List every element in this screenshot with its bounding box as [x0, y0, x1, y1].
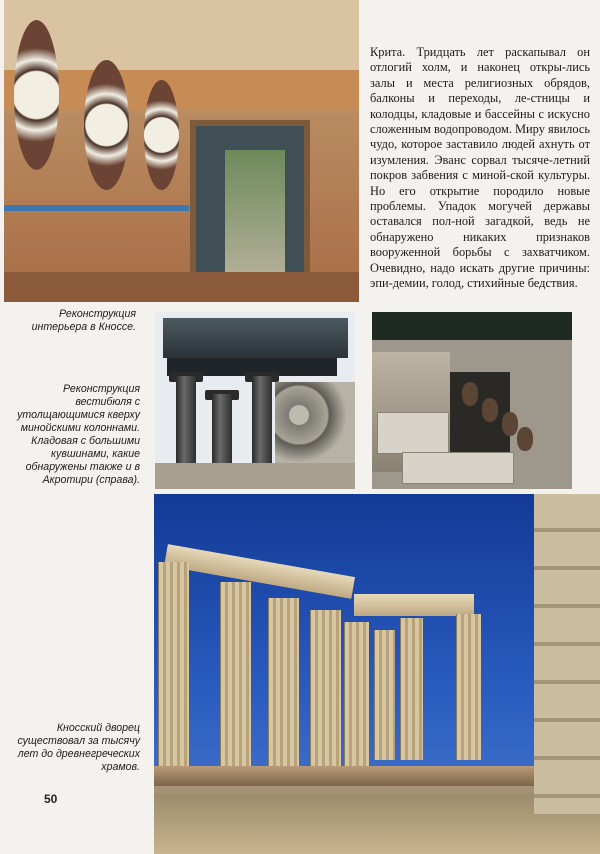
roof-slab [163, 318, 348, 358]
temple-column [220, 582, 251, 766]
foreground-column [534, 494, 600, 814]
ceiling-area [4, 0, 359, 70]
article-text: Крита. Тридцать лет раскапывал он отлогий холм, и наконец откры-лись залы и места религиозных обрядов, балконы и переходы, ле-стницы и колодцы, кладовые и бассейны с искусно сложенным водопроводом. Миру явилось чудо, которое заставило людей ахнуть от изумления. Эванс сорвал тысяче-летний покров забвения с миной-ской культуры. Но его открытие породило новые проблемы. Упадок могучей державы оставался пол-ной загадкой, ведь не обнаружено никаких признаков вооруженной борьбы с захватчиком. Очевидно, надо искать другие причины: эпи-демии, голод, стихийные бедствия. [370, 45, 591, 291]
ground [155, 463, 355, 489]
storage-jar [462, 382, 478, 406]
shield-fresco [144, 80, 179, 190]
blue-band [4, 205, 189, 211]
caption-vestibule: Реконструкция вестибюля с утолщающимися кверху минойскими колоннами. Кладовая с большими кувшинами, какие обнаружены также и в Акротири (справа). [17, 383, 140, 486]
minoan-column [212, 394, 232, 468]
storage-jar [517, 427, 533, 451]
temple-column [400, 618, 423, 760]
doorway [225, 150, 285, 285]
temple-column [374, 630, 395, 760]
storage-jar [482, 398, 498, 422]
minoan-column [176, 376, 196, 468]
background-dark [372, 312, 572, 340]
shield-fresco [14, 20, 59, 170]
shield-fresco [84, 60, 129, 190]
photo-vestibule [155, 312, 355, 489]
photo-greek-temple [154, 494, 600, 854]
temple-column [456, 614, 481, 760]
temple-entablature [354, 594, 474, 616]
temple-column [344, 622, 369, 766]
photo-akrotiri-storeroom [372, 312, 572, 489]
photo-knossos-interior [4, 0, 359, 302]
temple-column [268, 598, 299, 766]
stone-step [402, 452, 514, 484]
caption-palace: Кносский дворец существовал за тысячу лет до древнегреческих храмов. [17, 722, 140, 773]
page-number: 50 [44, 792, 58, 806]
temple-column [310, 610, 341, 766]
temple-column [158, 562, 189, 766]
floor [4, 272, 359, 302]
storage-jar [502, 412, 518, 436]
temple-entablature [164, 544, 355, 599]
stone-block [377, 412, 449, 454]
caption-interior: Реконструкция интерьера в Кноссе. [31, 308, 136, 333]
minoan-column [252, 376, 272, 468]
